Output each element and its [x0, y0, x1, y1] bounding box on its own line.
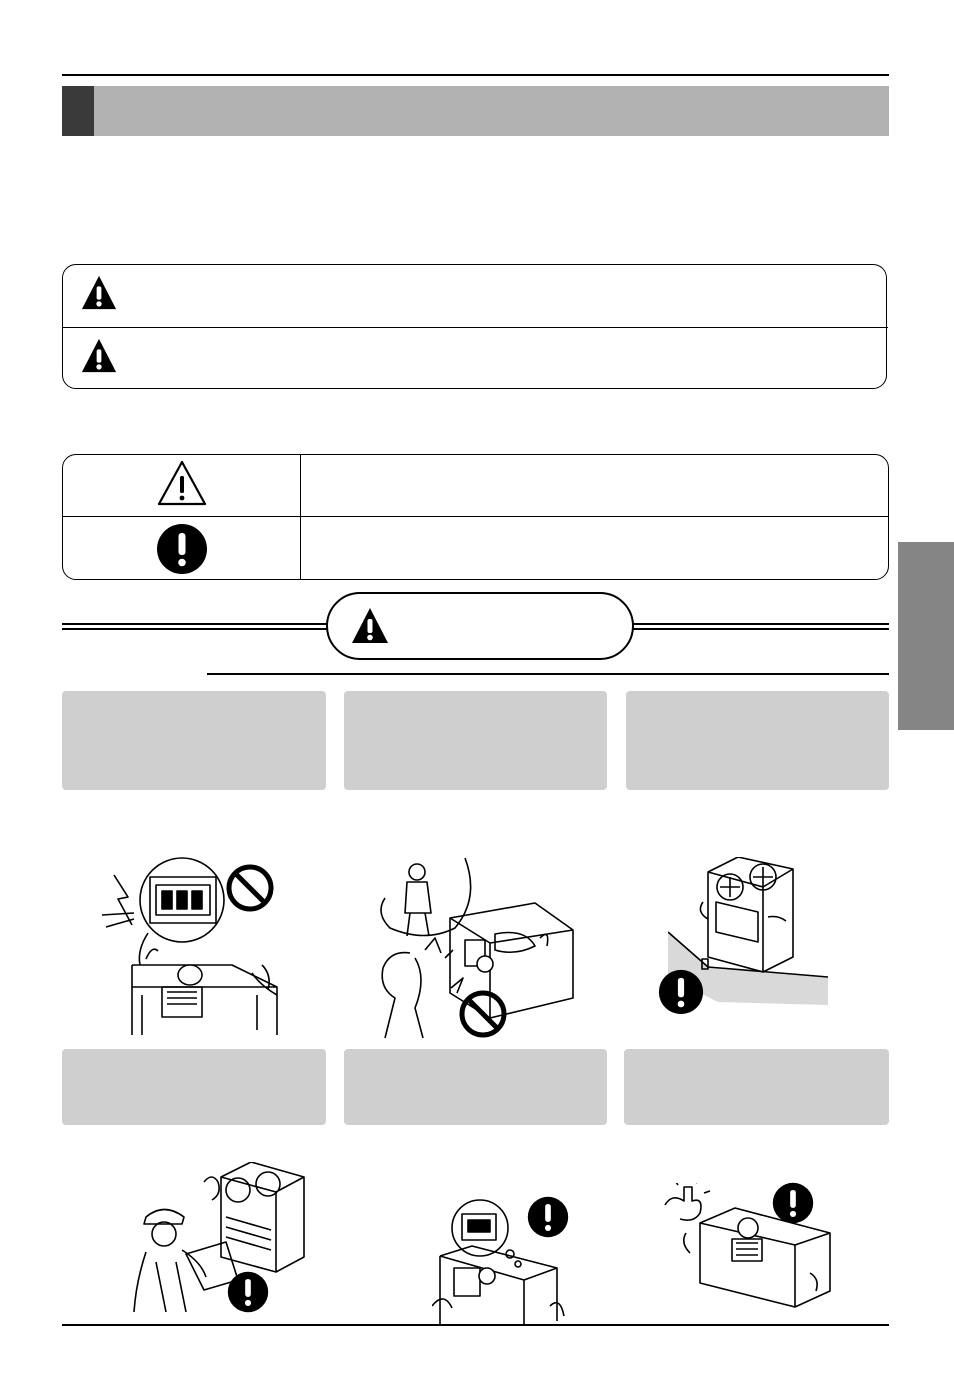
- warning-triangle-outline-icon: [156, 459, 208, 507]
- instruction-panel: [344, 1049, 607, 1125]
- double-rule-right: [632, 623, 889, 625]
- warning-triangle-filled-icon: [80, 274, 118, 312]
- bottom-rule: [62, 1324, 889, 1326]
- section-title-marker: [62, 86, 94, 136]
- exclamation-circle-icon: [658, 969, 704, 1015]
- prohibited-circle-icon: [459, 990, 507, 1038]
- warning-triangle-filled-icon: [350, 606, 390, 646]
- instruction-panel: [62, 1049, 326, 1125]
- double-rule-left: [62, 623, 328, 625]
- instruction-panel: [62, 691, 326, 790]
- exclamation-circle-icon: [156, 523, 208, 575]
- section-title-band: [62, 86, 889, 136]
- double-rule-left: [62, 628, 328, 630]
- exclamation-circle-icon: [772, 1182, 814, 1224]
- instruction-panel: [624, 1049, 889, 1125]
- warning-triangle-filled-icon: [80, 337, 118, 375]
- instruction-panel: [626, 691, 889, 790]
- prohibited-circle-icon: [226, 864, 274, 912]
- illustration-technician-manual: [126, 1162, 308, 1322]
- symbol-legend-column-divider: [300, 455, 301, 579]
- symbol-legend-row-divider: [63, 516, 888, 517]
- subsection-rule: [207, 673, 889, 675]
- exclamation-circle-icon: [227, 1271, 269, 1313]
- top-rule: [62, 74, 889, 76]
- chapter-side-tab: [898, 542, 954, 730]
- exclamation-circle-icon: [527, 1196, 569, 1238]
- signal-word-divider: [63, 327, 888, 328]
- instruction-panel: [344, 691, 607, 790]
- double-rule-right: [632, 628, 889, 630]
